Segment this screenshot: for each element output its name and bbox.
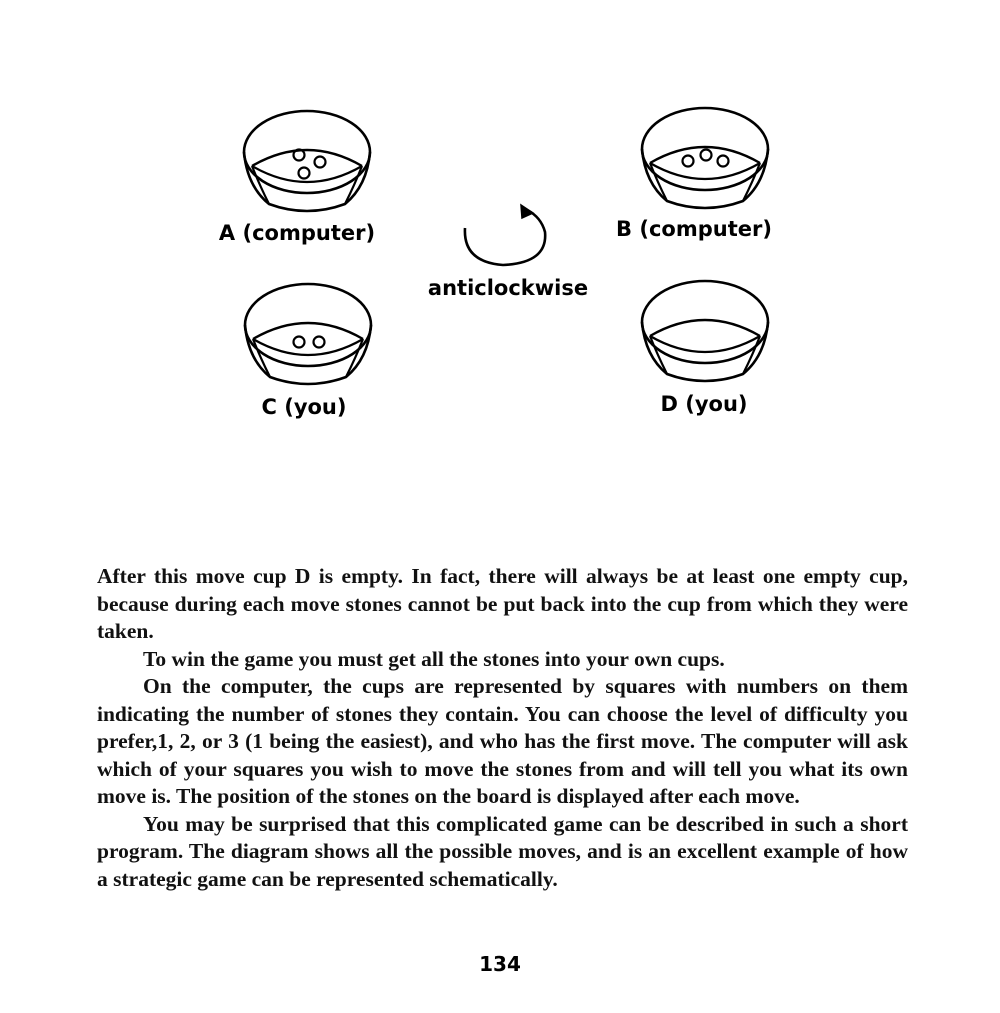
cup-c <box>245 284 371 384</box>
direction-label: anticlockwise <box>427 276 589 300</box>
cups-diagram <box>0 0 1000 460</box>
cup-b-label: B (computer) <box>616 217 772 241</box>
cup-b-stones <box>683 150 729 167</box>
body-text <box>97 563 908 893</box>
cup-b <box>642 108 768 208</box>
cup-a-label: A (computer) <box>218 221 376 245</box>
cup-d <box>642 281 768 381</box>
cup-c-stones <box>294 337 325 348</box>
cup-d-label: D (you) <box>660 392 748 416</box>
cup-a-stones <box>294 150 326 179</box>
paragraph-4: You may be surprised that this complicated game can be described in such a short program. The diagram shows all the possible moves, and is an excellent example of how a strategic game can be represented schematically. <box>97 811 908 891</box>
cup-c-label: C (you) <box>261 395 347 419</box>
anticlockwise-arrow-icon <box>465 205 545 265</box>
paragraph-1: After this move cup D is empty. In fact, there will always be at least one empty cup, because during each move stones cannot be put back into the cup from which they were taken. <box>97 564 908 643</box>
cup-a <box>244 111 370 211</box>
paragraph-2: To win the game you must get all the stones into your own cups. <box>143 646 725 671</box>
paragraph-3: On the computer, the cups are represented by squares with numbers on them indicating the number of stones they contain. You can choose the level of difficulty you prefer,1, 2, or 3 (1 being the easiest), and who has the first move. The computer will ask which of your squares you wish to move the stones from and will tell you what its own move is. The position of the stones on the board is displayed after each move. <box>97 674 908 808</box>
page-number: 134 <box>479 952 521 976</box>
